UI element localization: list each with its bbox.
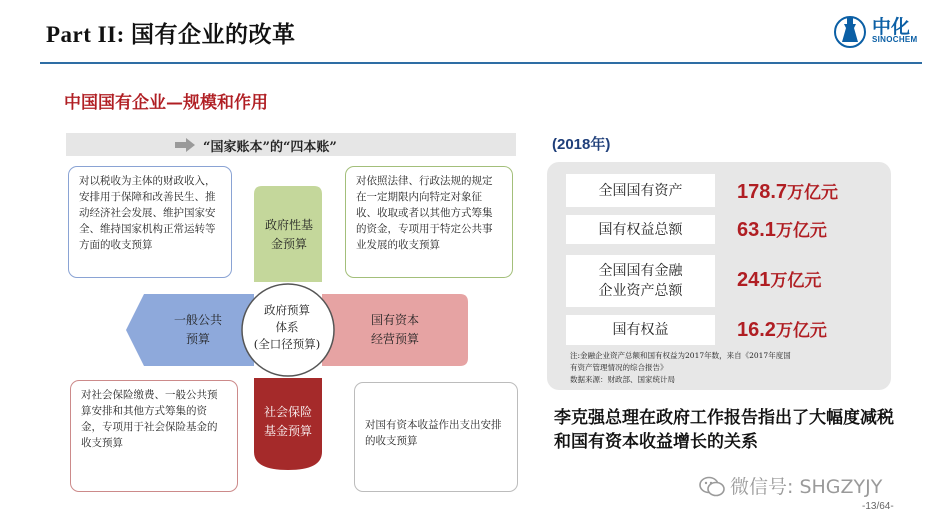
stat-value: 16.2万亿元	[737, 319, 827, 341]
arrow-right-icon	[175, 138, 195, 152]
stat-value: 63.1万亿元	[737, 219, 827, 241]
logo-text-en: SINOCHEM	[872, 35, 918, 44]
public-budget-description: 对以税收为主体的财政收入，安排用于保障和改善民生、推动经济社会发展、维护国家安全、维持国家机构正常运转等方面的收支预算	[68, 166, 232, 278]
center-label: 政府预算 体系 (全口径预算)	[253, 303, 321, 351]
stat-label: 全国国有资产	[566, 174, 715, 207]
public-budget-label: 一般公共 预算	[173, 313, 222, 346]
page-title: Part II: 国有企业的改革	[46, 22, 296, 47]
state-capital-description: 对国有资本收益作出支出安排的收支预算	[354, 382, 518, 492]
quote-text: 李克强总理在政府工作报告指出了大幅度减税和国有资本收益增长的关系	[554, 408, 894, 452]
fund-budget-label: 政府性基 金预算	[264, 218, 313, 251]
social-insurance-description: 对社会保险缴费、一般公共预算安排和其他方式筹集的资金，专项用于社会保险基金的收支预算	[70, 380, 238, 492]
stat-label: 国有权益总额	[566, 215, 715, 244]
stat-value: 178.7万亿元	[737, 181, 839, 203]
social-insurance-label: 社会保险 基金预算	[263, 405, 312, 438]
year-label: (2018年)	[552, 136, 611, 153]
header-divider	[40, 62, 922, 64]
stat-value: 241万亿元	[737, 269, 822, 291]
fund-budget-description: 对依照法律、行政法规的规定在一定期限内向特定对象征收、收取或者以其他方式筹集的资金，专项用于特定公共事业发展的收支预算	[345, 166, 513, 278]
section-subtitle: 中国国有企业—规模和作用	[64, 93, 268, 113]
ledger-title: “国家账本”的“四本账”	[203, 140, 337, 155]
wechat-icon	[698, 475, 726, 499]
page-number: -13/64-	[862, 501, 894, 512]
data-note: 注:金融企业资产总额和国有权益为2017年数，来自《2017年度国 有资产管理情况的综合报告》 数据来源：财政部、国家统计局	[570, 351, 791, 384]
wechat-watermark: 微信号: SHGZYJY	[730, 476, 883, 498]
stat-label: 国有权益	[566, 315, 715, 345]
capital-budget-label: 国有资本 经营预算	[370, 313, 419, 346]
logo-text-cn: 中化	[872, 16, 911, 38]
stat-label: 全国国有金融 企业资产总额	[566, 255, 715, 307]
